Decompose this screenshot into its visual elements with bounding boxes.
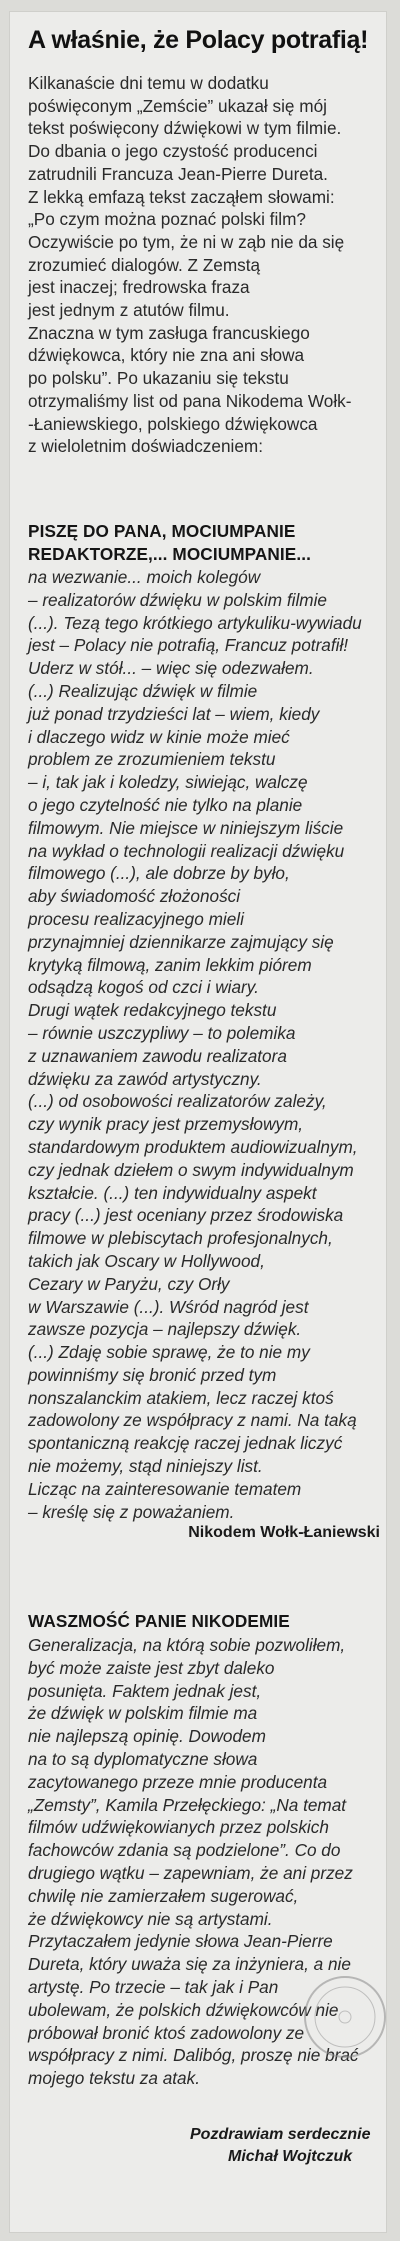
lead-line: zrozumieć dialogów. Z Zemstą — [28, 254, 261, 275]
letter1-line: w Warszawie (...). Wśród nagród jest — [28, 1296, 309, 1317]
lead-line: -Łaniewskiego, polskiego dźwiękowca — [28, 413, 318, 434]
letter1-line: Uderz w stół... – więc się odezwałem. — [28, 658, 314, 679]
lead-line: Oczywiście po tym, że ni w ząb nie da się — [28, 231, 345, 252]
letter2-line: fachowców zdania są podzielone”. Co do — [28, 1840, 341, 1861]
letter1-heading-line: REDAKTORZE,... MOCIUMPANIE... — [28, 543, 312, 564]
letter1-line: na wykład o technologii realizacji dźwięku — [28, 840, 345, 861]
letter2-line: chwilę nie zamierzałem sugerować, — [28, 1885, 299, 1906]
lead-line: „Po czym można poznać polski film? — [28, 209, 306, 230]
letter2-line: próbował bronić ktoś zadowolony ze — [28, 2022, 305, 2043]
letter2-line: współpracy z nimi. Dalibóg, proszę nie brać — [28, 2045, 359, 2066]
letter1-line: zadowolony ze współpracy z nami. Na taką — [28, 1410, 357, 1431]
letter2-line: zacytowanego przeze mnie producenta — [28, 1771, 328, 1792]
lead-line: po polsku”. Po ukazaniu się tekstu — [28, 368, 289, 389]
lead-line: jest jednym z atutów filmu. — [28, 300, 230, 321]
lead-line: Kilkanaście dni temu w dodatku — [28, 73, 269, 93]
letter1-line: już ponad trzydzieści lat – wiem, kiedy — [28, 703, 320, 724]
letter1-line: czy jednak dziełem o swym indywidualnym — [28, 1159, 354, 1180]
lead-line: jest inaczej; fredrowska fraza — [28, 277, 250, 298]
lead-line: z wieloletnim doświadczeniem: — [28, 436, 263, 457]
letter1-line: Drugi wątek redakcyjnego tekstu — [28, 1000, 277, 1021]
article-title: A właśnie, że Polacy potrafią! — [28, 26, 369, 54]
letter1-line: – kreślę się z poważaniem. — [28, 1501, 235, 1522]
letter1-heading — [28, 520, 311, 566]
letter1-line: zawsze pozycja – najlepszy dźwięk. — [28, 1319, 302, 1340]
lead-line: dźwiękowca, który nie zna ani słowa — [28, 345, 305, 366]
letter1-line: (...) Realizując dźwięk w filmie — [28, 680, 258, 701]
letter1-line: z uznawaniem zawodu realizatora — [28, 1045, 287, 1066]
lead-line: Z lekką emfazą tekst zacząłem słowami: — [28, 186, 335, 207]
letter1-line: jest – Polacy nie potrafią, Francuz potrafił! — [28, 635, 349, 656]
letter1-line: Cezary w Paryżu, czy Orły — [28, 1273, 230, 1294]
letter2-line: nie najlepszą opinię. Dowodem — [28, 1726, 266, 1747]
letter2-closing-name: Michał Wojtczuk — [228, 2148, 353, 2165]
letter1-line: kształcie. (...) ten indywidualny aspekt — [28, 1182, 317, 1203]
letter1-line: takich jak Oscary w Hollywood, — [28, 1250, 265, 1271]
lead-line: poświęconym „Zemście” ukazał się mój — [28, 95, 327, 116]
letter2-closing-greeting: Pozdrawiam serdecznie — [190, 2126, 371, 2143]
letter1-line: – realizatorów dźwięku w polskim filmie — [28, 589, 327, 610]
letter1-line: (...) od osobowości realizatorów zależy, — [28, 1091, 327, 1112]
letter1-line: filmowego (...), ale dobrze by było, — [28, 863, 290, 884]
letter2-heading: WASZMOŚĆ PANIE NIKODEMIE — [28, 1611, 290, 1631]
letter1-line: pracy (...) jest oceniany przez środowiska — [28, 1205, 344, 1226]
letter1-line: Licząc na zainteresowanie tematem — [28, 1478, 302, 1499]
lead-line: otrzymaliśmy list od pana Nikodema Wołk- — [28, 390, 352, 411]
letter2-line: „Zemsty”, Kamila Przełęckiego: „Na temat — [28, 1794, 347, 1815]
letter2-line: na to są dyplomatyczne słowa — [28, 1748, 258, 1769]
letter1-line: nie możemy, stąd niniejszy list. — [28, 1456, 263, 1477]
letter2-line: Generalizacja, na którą sobie pozwoliłem, — [28, 1635, 346, 1655]
letter1-line: czy wynik pracy jest przemysłowym, — [28, 1114, 304, 1135]
letter2-line: drugiego wątku – zapewniam, że ani przez — [28, 1862, 353, 1883]
letter2-line: Dureta, który uważa się za inżyniera, a nie — [28, 1954, 351, 1975]
letter2-line: posunięta. Faktem jednak jest, — [28, 1680, 262, 1701]
letter1-line: nonszalanckim atakiem, lecz raczej ktoś — [28, 1387, 334, 1408]
letter1-line: filmowe w plebiscytach profesjonalnych, — [28, 1228, 333, 1249]
letter1-line: spontaniczną reakcję raczej jednak liczyć — [28, 1433, 343, 1454]
letter1-line: procesu realizacyjnego mieli — [28, 908, 244, 929]
letter1-signature: Nikodem Wołk-Łaniewski — [188, 1524, 380, 1541]
letter1-heading-line: PISZĘ DO PANA, MOCIUMPANIE — [28, 521, 296, 541]
letter2-line: filmów udźwiękowianych przez polskich — [28, 1817, 329, 1838]
letter2-line: być może zaiste jest zbyt daleko — [28, 1657, 275, 1678]
letter1-line: filmowym. Nie miejsce w niniejszym liście — [28, 817, 344, 838]
letter1-line: odsądzą kogoś od czci i wiary. — [28, 977, 259, 998]
archive-stamp-icon — [300, 1972, 390, 2062]
letter2-line: Przytaczałem jedynie słowa Jean-Pierre — [28, 1931, 333, 1952]
letter1-line: o jego czytelność nie tylko na planie — [28, 794, 303, 815]
letter1-line: na wezwanie... moich kolegów — [28, 567, 261, 587]
letter1-line: dźwięku za zawód artystyczny. — [28, 1068, 262, 1089]
letter1-line: – i, tak jak i koledzy, siwiejąc, walczę — [28, 772, 308, 793]
letter1-line: problem ze zrozumieniem tekstu — [28, 749, 276, 770]
letter2-line: że dźwięk w polskim filmie ma — [28, 1703, 258, 1724]
letter1-line: i dlaczego widz w kinie może mieć — [28, 726, 290, 747]
letter1-line: – równie uszczypliwy – to polemika — [28, 1022, 296, 1043]
letter2-line: że dźwiękowcy nie są artystami. — [28, 1908, 273, 1929]
letter1-line: przynajmniej dziennikarze zajmujący się — [28, 931, 334, 952]
letter1-line: (...) Zdaję sobie sprawę, że to nie my — [28, 1342, 310, 1363]
letter2-line: artystę. Po trzecie – tak jak i Pan — [28, 1976, 279, 1997]
lead-line: Znaczna w tym zasługa francuskiego — [28, 322, 310, 343]
article-lead — [28, 72, 368, 458]
letter1-line: (...). Tezą tego krótkiego artykuliku-wywiadu — [28, 612, 362, 633]
letter2-line: ubolewam, że polskich dźwiękowców nie — [28, 1999, 339, 2020]
letter1-line: aby świadomość złożoności — [28, 886, 241, 907]
lead-line: Do dbania o jego czystość producenci — [28, 141, 318, 162]
letter1-line: standardowym produktem audiowizualnym, — [28, 1136, 358, 1157]
letter1-line: krytyką filmową, zanim lekkim piórem — [28, 954, 312, 975]
lead-line: tekst poświęcony dźwiękowi w tym filmie. — [28, 118, 342, 139]
lead-line: zatrudnili Francuza Jean-Pierre Dureta. — [28, 163, 328, 184]
letter2-line: mojego tekstu za atak. — [28, 2068, 200, 2089]
letter1-body — [28, 566, 368, 1523]
letter1-line: powinniśmy się bronić przed tym — [28, 1364, 277, 1385]
